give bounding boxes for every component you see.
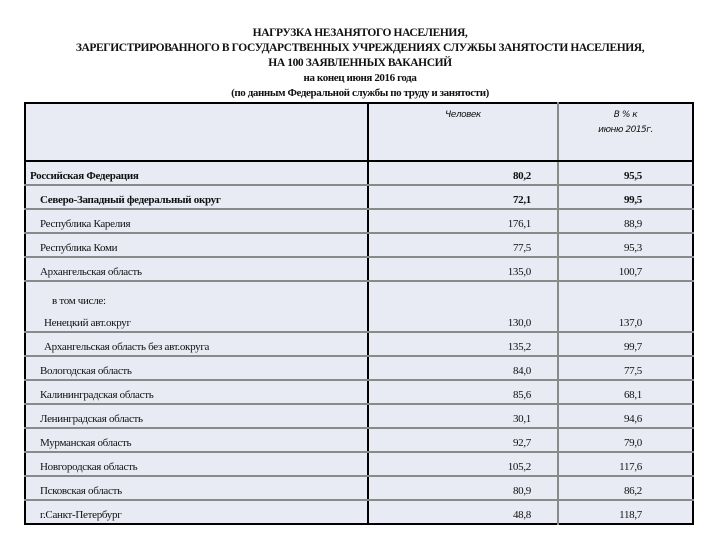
- title-date: на конец июня 2016 года: [303, 72, 417, 84]
- region-cell: [25, 404, 368, 428]
- percent-cell: 95,3: [558, 233, 693, 257]
- table-header-row: [25, 103, 693, 161]
- region-cell: [25, 380, 368, 404]
- table-row: [25, 404, 693, 428]
- table-row: [25, 380, 693, 404]
- region-cell: [25, 452, 368, 476]
- header-percent: [558, 103, 693, 161]
- people-cell: 135,2: [368, 332, 558, 356]
- region-cell: [25, 209, 368, 233]
- region-label: Ленинградская область: [40, 413, 143, 425]
- people-cell: 135,0: [368, 257, 558, 281]
- people-cell: 80,9: [368, 476, 558, 500]
- people-cell: 48,8: [368, 500, 558, 524]
- table-row: [25, 452, 693, 476]
- people-cell: 105,2: [368, 452, 558, 476]
- title-line-2: ЗАРЕГИСТРИРОВАННОГО В ГОСУДАРСТВЕННЫХ УЧРЕЖДЕНИЯХ СЛУЖБЫ ЗАНЯТОСТИ НАСЕЛЕНИЯ,: [75, 42, 645, 54]
- table-row: [25, 428, 693, 452]
- region-label: Калининградская область: [40, 389, 154, 401]
- percent-cell: 117,6: [558, 452, 693, 476]
- percent-cell: 94,6: [558, 404, 693, 428]
- table-row: [25, 209, 693, 233]
- people-cell: 130,0: [368, 281, 558, 332]
- percent-cell: 88,9: [558, 209, 693, 233]
- percent-cell: 95,5: [558, 161, 693, 185]
- people-cell: 30,1: [368, 404, 558, 428]
- table-row: [25, 332, 693, 356]
- unemployment-load-table: [24, 102, 694, 525]
- region-cell: [25, 257, 368, 281]
- people-cell: 77,5: [368, 233, 558, 257]
- document-title: [0, 26, 720, 101]
- region-label: Республика Карелия: [40, 218, 131, 230]
- people-cell: 80,2: [368, 161, 558, 185]
- region-cell: [25, 332, 368, 356]
- header-percent-line1: В % к: [613, 110, 638, 120]
- table-row: [25, 185, 693, 209]
- region-cell: [25, 500, 368, 524]
- people-cell: 84,0: [368, 356, 558, 380]
- region-label: Архангельская область: [40, 266, 142, 278]
- header-people: Человек: [368, 103, 558, 161]
- table-row: [25, 233, 693, 257]
- percent-cell: 99,7: [558, 332, 693, 356]
- percent-cell: 68,1: [558, 380, 693, 404]
- title-line-1: НАГРУЗКА НЕЗАНЯТОГО НАСЕЛЕНИЯ,: [252, 27, 468, 39]
- region-cell: [25, 185, 368, 209]
- title-source: (по данным Федеральной службы по труду и занятости): [231, 87, 489, 99]
- region-label: г.Санкт-Петербург: [40, 509, 122, 521]
- region-label: Ненецкий авт.округ: [44, 317, 131, 329]
- percent-cell: 79,0: [558, 428, 693, 452]
- header-percent-line2: июню 2015г.: [598, 125, 653, 135]
- percent-cell: 118,7: [619, 509, 642, 521]
- percent-cell: 99,5: [558, 185, 693, 209]
- region-label: Республика Коми: [40, 242, 118, 254]
- percent-cell: 137,0: [558, 281, 693, 332]
- region-label: Мурманская область: [40, 437, 132, 449]
- percent-cell: 100,7: [558, 257, 693, 281]
- table-row: [25, 161, 693, 185]
- region-cell: [25, 476, 368, 500]
- table-row: [25, 500, 693, 524]
- people-cell: 92,7: [368, 428, 558, 452]
- percent-cell: 77,5: [558, 356, 693, 380]
- people-cell: 176,1: [368, 209, 558, 233]
- region-label: Архангельская область без авт.округа: [44, 341, 210, 353]
- table-row: [25, 257, 693, 281]
- people-cell: 85,6: [368, 380, 558, 404]
- table-row: [25, 476, 693, 500]
- region-label: Северо-Западный федеральный округ: [40, 194, 221, 206]
- region-cell: [25, 428, 368, 452]
- region-cell: [25, 233, 368, 257]
- region-label: Вологодская область: [40, 365, 132, 377]
- people-cell: 72,1: [368, 185, 558, 209]
- including-label: в том числе:: [52, 295, 106, 307]
- region-label: Новгородская область: [40, 461, 138, 473]
- table-row: [25, 281, 693, 332]
- percent-cell: 86,2: [558, 476, 693, 500]
- header-region: [25, 103, 368, 161]
- region-cell: Российская Федерация: [25, 161, 368, 185]
- title-line-3: НА 100 ЗАЯВЛЕННЫХ ВАКАНСИЙ: [268, 57, 452, 69]
- table-row: [25, 356, 693, 380]
- region-label: Псковская область: [40, 485, 122, 497]
- region-cell: [25, 356, 368, 380]
- region-cell: [25, 281, 368, 332]
